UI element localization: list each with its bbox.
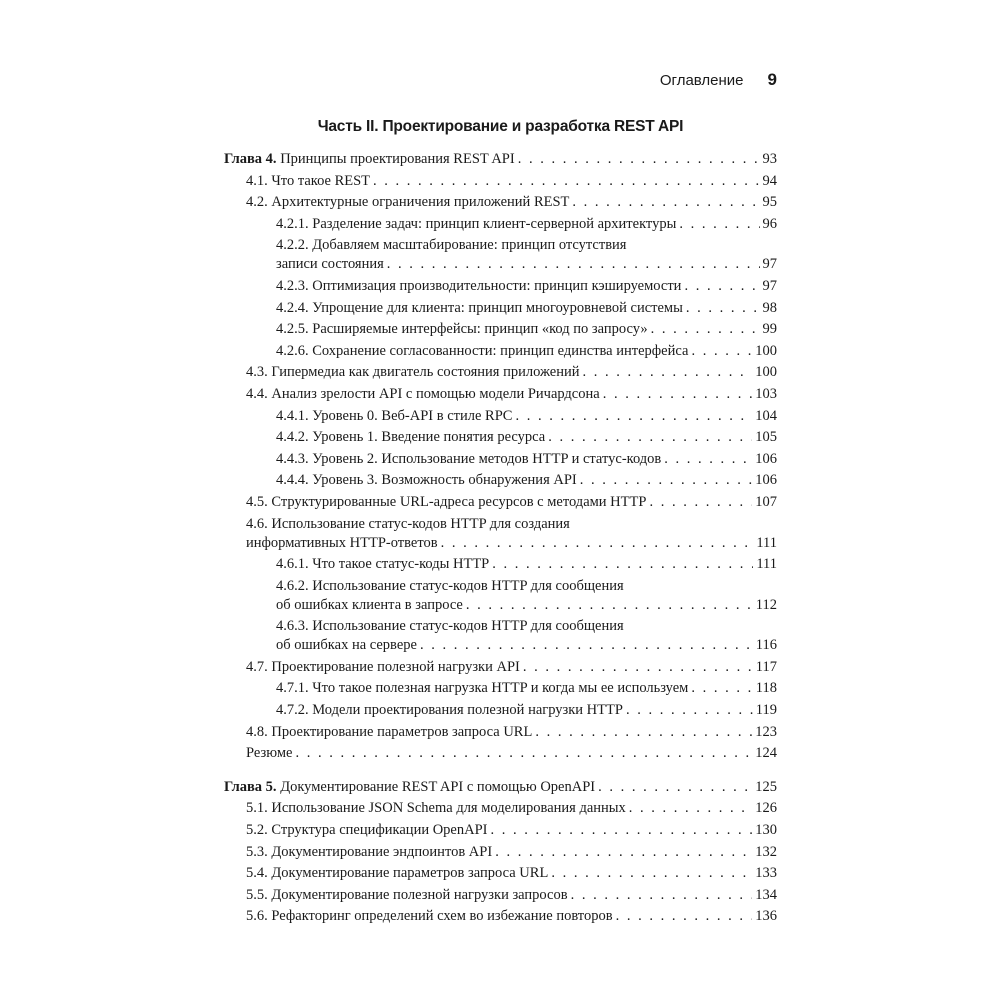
dot-leader xyxy=(420,636,753,655)
toc-entry-title xyxy=(246,493,646,512)
toc-entry-title-continued: информативных HTTP-ответов xyxy=(246,534,438,551)
toc-section-entry[interactable] xyxy=(224,907,777,926)
toc-page-number: 94 xyxy=(762,172,777,189)
dot-leader xyxy=(580,471,753,490)
toc-page-number: 105 xyxy=(755,429,777,446)
toc-entry-text: Резюме xyxy=(246,745,293,762)
dot-leader xyxy=(629,799,752,818)
chapter-separator xyxy=(224,766,777,778)
toc-page-number: 104 xyxy=(755,407,777,424)
toc-section-entry[interactable] xyxy=(224,886,777,905)
toc-subsection-entry[interactable] xyxy=(224,617,777,655)
toc-entry-text: 4.7.1. Что такое полезная нагрузка HTTP и когда мы ее используем xyxy=(276,680,689,697)
dot-leader xyxy=(551,864,752,883)
toc-entry-title xyxy=(246,658,520,677)
toc-section-entry[interactable] xyxy=(224,864,777,883)
dot-leader xyxy=(523,658,753,677)
dot-leader xyxy=(518,150,760,169)
toc-entry-title xyxy=(276,320,648,339)
toc-entry-text: 4.6.3. Использование статус-кодов HTTP для сообщения xyxy=(276,618,624,635)
toc-section-entry[interactable] xyxy=(224,843,777,862)
table-of-contents xyxy=(224,150,777,929)
toc-entry-title xyxy=(276,471,577,490)
dot-leader xyxy=(515,407,752,426)
toc-entry-title xyxy=(276,450,661,469)
toc-entry-title xyxy=(224,150,515,169)
dot-leader xyxy=(691,342,752,361)
toc-page-number: 111 xyxy=(756,534,777,551)
dot-leader xyxy=(295,744,752,763)
dot-leader xyxy=(466,596,753,615)
toc-entry-text: 4.1. Что такое REST xyxy=(246,172,371,189)
toc-subsection-entry[interactable] xyxy=(224,407,777,426)
toc-subsection-entry[interactable] xyxy=(224,471,777,490)
running-header xyxy=(224,70,777,98)
toc-entry-title xyxy=(276,299,683,318)
toc-entry-title xyxy=(276,618,624,634)
toc-page-number: 97 xyxy=(762,256,777,273)
toc-entry-title xyxy=(276,679,688,698)
toc-entry-title xyxy=(246,864,548,883)
dot-leader xyxy=(686,299,760,318)
toc-section-entry[interactable] xyxy=(224,723,777,742)
toc-subsection-entry[interactable] xyxy=(224,577,777,615)
toc-page-number: 126 xyxy=(755,800,777,817)
toc-entry-title xyxy=(246,799,626,818)
dot-leader xyxy=(603,385,753,404)
toc-entry-text: 4.4.3. Уровень 2. Использование методов HTTP и статус-кодов xyxy=(276,450,662,467)
toc-subsection-entry[interactable] xyxy=(224,342,777,361)
toc-entry-title xyxy=(246,907,613,926)
toc-entry-text: 5.6. Рефакторинг определений схем во избежание повторов xyxy=(246,908,613,925)
toc-entry-title-continued: об ошибках на сервере xyxy=(276,637,417,654)
part-title: Часть II. Проектирование и разработка REST API xyxy=(317,118,684,135)
toc-subsection-entry[interactable] xyxy=(224,299,777,318)
dot-leader xyxy=(691,679,752,698)
toc-entry-text: 4.7. Проектирование полезной нагрузки API xyxy=(246,658,520,675)
toc-entry-text: 5.2. Структура спецификации OpenAPI xyxy=(246,822,488,839)
toc-entry-title xyxy=(224,778,595,797)
toc-chapter-entry[interactable] xyxy=(224,778,777,797)
toc-section-entry[interactable] xyxy=(224,193,777,212)
toc-entry-title xyxy=(276,578,624,594)
dot-leader xyxy=(490,821,752,840)
toc-entry-title xyxy=(246,385,600,404)
toc-entry-title-continued: записи состояния xyxy=(276,256,384,273)
running-header-title: Оглавление xyxy=(659,72,744,89)
toc-entry-text: 4.2.6. Сохранение согласованности: принцип единства интерфейса xyxy=(276,342,689,359)
toc-entry-text: Документирование REST API с помощью OpenAPI xyxy=(280,778,596,795)
toc-subsection-entry[interactable] xyxy=(224,555,777,574)
chapter-prefix: Глава 4. xyxy=(224,151,277,167)
toc-section-entry[interactable] xyxy=(224,172,777,191)
dot-leader xyxy=(572,193,759,212)
toc-entry-text: 4.2.3. Оптимизация производительности: принцип кэшируемости xyxy=(276,277,682,294)
toc-entry-title xyxy=(276,555,489,574)
toc-page-number: 132 xyxy=(755,843,777,860)
toc-page-number: 96 xyxy=(762,215,777,232)
dot-leader xyxy=(495,843,752,862)
toc-section-entry[interactable] xyxy=(224,658,777,677)
toc-page-number: 112 xyxy=(755,596,777,613)
page-number: 9 xyxy=(767,70,777,89)
toc-entry-text: 4.4. Анализ зрелости API с помощью модели Ричардсона xyxy=(246,385,600,402)
toc-subsection-entry[interactable] xyxy=(224,215,777,234)
toc-page-number: 103 xyxy=(755,385,777,402)
toc-chapter-entry[interactable] xyxy=(224,150,777,169)
toc-page-number: 111 xyxy=(756,556,777,573)
dot-leader xyxy=(616,907,753,926)
toc-entry-text: 4.6.1. Что такое статус-коды HTTP xyxy=(276,556,490,573)
toc-entry-text: 4.4.2. Уровень 1. Введение понятия ресурса xyxy=(276,429,546,446)
toc-entry-text: 4.5. Структурированные URL-адреса ресурсов с методами HTTP xyxy=(246,493,647,510)
toc-entry-title xyxy=(246,821,487,840)
dot-leader xyxy=(441,534,754,553)
toc-entry-title xyxy=(276,277,681,296)
toc-subsection-entry[interactable] xyxy=(224,236,777,274)
chapter-prefix: Глава 5. xyxy=(224,778,277,795)
toc-page-number: 106 xyxy=(755,472,777,489)
toc-subsection-entry[interactable] xyxy=(224,701,777,720)
toc-section-entry[interactable] xyxy=(224,744,777,763)
toc-page-number: 124 xyxy=(755,745,777,762)
toc-entry-title xyxy=(246,172,370,191)
toc-subsection-entry[interactable] xyxy=(224,679,777,698)
toc-entry-text: 4.2.4. Упрощение для клиента: принцип многоуровневой системы xyxy=(276,299,683,316)
toc-entry-text: 4.3. Гипермедиа как двигатель состояния приложений xyxy=(246,364,580,381)
toc-section-entry[interactable] xyxy=(224,799,777,818)
toc-entry-text: 5.4. Документирование параметров запроса URL xyxy=(246,865,549,882)
toc-entry-text: 4.8. Проектирование параметров запроса URL xyxy=(246,723,533,740)
dot-leader xyxy=(598,778,752,797)
dot-leader xyxy=(535,723,752,742)
dot-leader xyxy=(651,320,760,339)
toc-page-number: 99 xyxy=(762,321,777,338)
dot-leader xyxy=(387,255,760,274)
toc-entry-text: 5.5. Документирование полезной нагрузки запросов xyxy=(246,886,568,903)
dot-leader xyxy=(548,428,752,447)
toc-entry-text: 4.2. Архитектурные ограничения приложений REST xyxy=(246,194,570,211)
toc-page-number: 134 xyxy=(755,886,777,903)
toc-entry-title xyxy=(276,237,626,253)
toc-entry-title xyxy=(246,843,492,862)
toc-page-number: 119 xyxy=(755,702,777,719)
dot-leader xyxy=(649,493,752,512)
toc-page-number: 98 xyxy=(762,299,777,316)
toc-subsection-entry[interactable] xyxy=(224,320,777,339)
toc-entry-title xyxy=(276,215,676,234)
toc-entry-title xyxy=(276,342,688,361)
toc-entry-title xyxy=(246,744,292,763)
toc-entry-title xyxy=(276,701,623,720)
toc-page-number: 97 xyxy=(762,277,777,294)
toc-entry-title xyxy=(246,516,570,532)
dot-leader xyxy=(373,172,759,191)
toc-entry-text: 5.1. Использование JSON Schema для моделирования данных xyxy=(246,800,626,817)
toc-entry-text: 4.2.1. Разделение задач: принцип клиент-серверной архитектуры xyxy=(276,215,677,232)
toc-page-number: 93 xyxy=(762,151,777,167)
toc-section-entry[interactable] xyxy=(224,821,777,840)
dot-leader xyxy=(626,701,753,720)
toc-entry-text: 5.3. Документирование эндпоинтов API xyxy=(246,843,493,860)
toc-entry-text: 4.7.2. Модели проектирования полезной нагрузки HTTP xyxy=(276,702,623,719)
toc-entry-title xyxy=(246,886,568,905)
toc-entry-title-continued: об ошибках клиента в запросе xyxy=(276,596,463,613)
toc-entry-title xyxy=(246,363,580,382)
toc-entry-text: 4.4.1. Уровень 0. Веб-API в стиле RPC xyxy=(276,407,513,424)
dot-leader xyxy=(684,277,759,296)
dot-leader xyxy=(583,363,753,382)
toc-entry-text: 4.6.2. Использование статус-кодов HTTP для сообщения xyxy=(276,577,624,594)
toc-page-number: 118 xyxy=(755,680,777,697)
toc-page-number: 130 xyxy=(755,822,777,839)
toc-page-number: 116 xyxy=(755,637,777,654)
toc-page-number: 100 xyxy=(755,364,777,381)
dot-leader xyxy=(679,215,759,234)
toc-section-entry[interactable] xyxy=(224,385,777,404)
toc-entry-title xyxy=(246,723,532,742)
toc-subsection-entry[interactable] xyxy=(224,277,777,296)
dot-leader xyxy=(492,555,753,574)
toc-page-number: 106 xyxy=(755,450,777,467)
toc-entry-text: Принципы проектирования REST API xyxy=(280,151,515,167)
toc-entry-text: 4.2.2. Добавляем масштабирование: принцип отсутствия xyxy=(276,237,627,254)
toc-page-number: 117 xyxy=(755,658,777,675)
toc-page-number: 100 xyxy=(755,342,777,359)
toc-page-number: 95 xyxy=(762,194,777,211)
toc-page-number: 133 xyxy=(755,865,777,882)
toc-page-number: 123 xyxy=(755,723,777,740)
toc-page-number: 136 xyxy=(755,908,777,925)
toc-subsection-entry[interactable] xyxy=(224,450,777,469)
toc-section-entry[interactable] xyxy=(224,363,777,382)
toc-subsection-entry[interactable] xyxy=(224,428,777,447)
toc-section-entry[interactable] xyxy=(224,515,777,553)
toc-entry-text: 4.4.4. Уровень 3. Возможность обнаружения API xyxy=(276,472,577,489)
toc-page-number: 125 xyxy=(755,778,777,795)
toc-entry-title xyxy=(276,407,512,426)
toc-entry-title xyxy=(246,193,569,212)
toc-section-entry[interactable] xyxy=(224,493,777,512)
toc-entry-title xyxy=(276,428,545,447)
toc-page-number: 107 xyxy=(755,493,777,510)
dot-leader xyxy=(571,886,753,905)
dot-leader xyxy=(664,450,752,469)
toc-entry-text: 4.2.5. Расширяемые интерфейсы: принцип «код по запросу» xyxy=(276,321,648,338)
toc-entry-text: 4.6. Использование статус-кодов HTTP для создания xyxy=(246,515,570,532)
